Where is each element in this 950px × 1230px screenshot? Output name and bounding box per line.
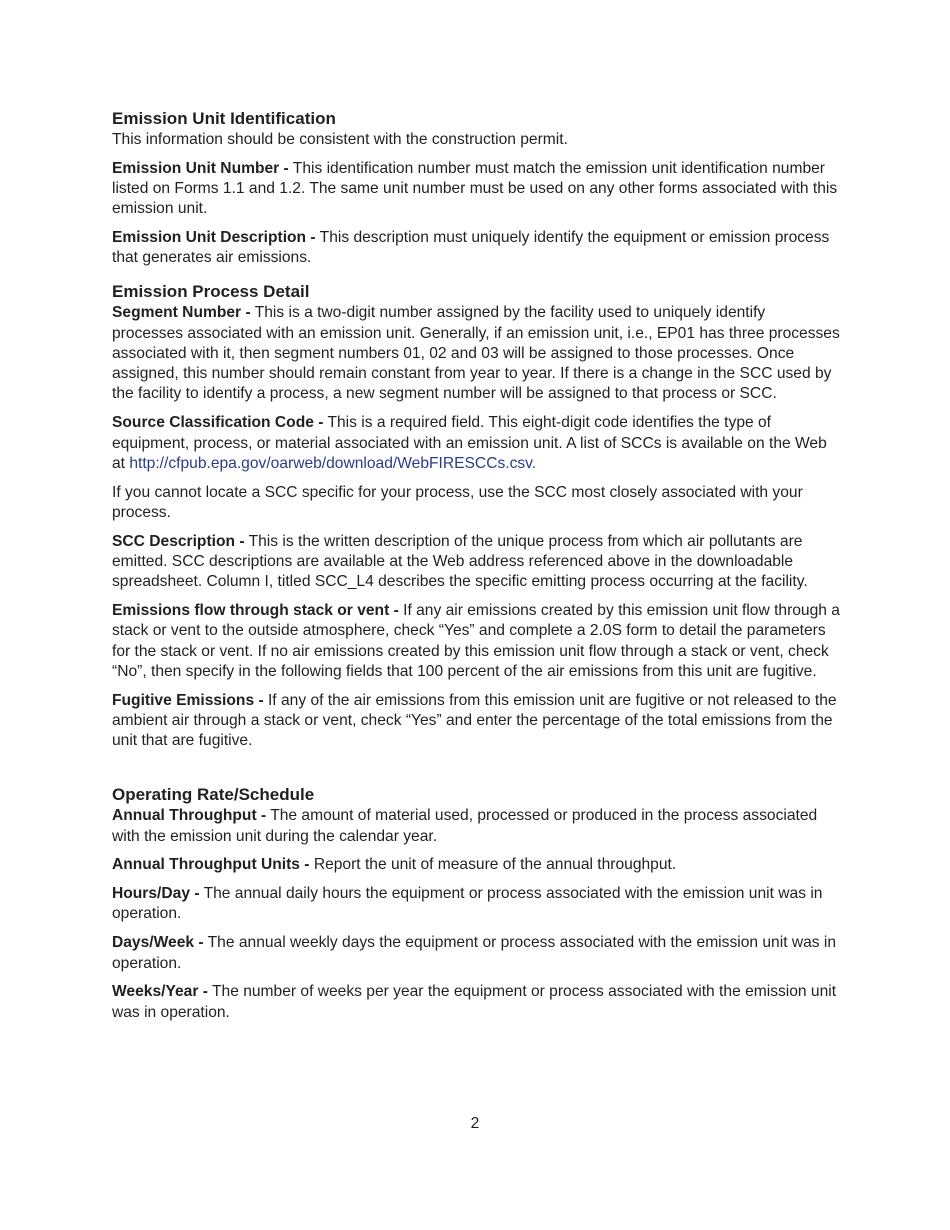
definition-annual-throughput bbox=[112, 806, 840, 847]
document-page bbox=[112, 108, 840, 1031]
definition-text: This is a two-digit number assigned by the facility used to uniquely identify processes associated with an emission unit. Generally, if an emission unit, i.e., EP01 has three processes associated with it, then segment numbers 01, 02 and 03 will be assigned to those processes. Once assigned, this number should remain constant from year to year. If there is a change in the SCC used by the facility to identify a process, a new segment number will be assigned to that process or SCC. bbox=[112, 304, 840, 403]
definition-fugitive-emissions bbox=[112, 691, 840, 752]
section-title-operating-rate-schedule: Operating Rate/Schedule bbox=[112, 785, 315, 805]
definition-text: The annual weekly days the equipment or process associated with the emission unit was in operation. bbox=[112, 934, 837, 972]
section-intro: This information should be consistent with the construction permit. bbox=[112, 131, 568, 148]
definition-text: If any air emissions created by this emission unit flow through a stack or vent to the outside atmosphere, check “Yes” and complete a 2.0S form to detail the parameters for the stack or vent. If no air emissions created by this emission unit flow through a stack or vent, check “No”, then specify in the following fields that 100 percent of the air emissions from this unit are fugitive. bbox=[112, 602, 840, 681]
term-label: Source Classification Code - bbox=[112, 414, 324, 432]
definition-source-classification-code bbox=[112, 413, 840, 474]
definition-weeks-year bbox=[112, 982, 840, 1023]
definition-emission-unit-number bbox=[112, 159, 840, 220]
term-label: Weeks/Year - bbox=[112, 983, 208, 1001]
definition-text: This identification number must match the emission unit identification number listed on Forms 1.1 and 1.2. The same unit number must be used on any other forms associated with this emission unit. bbox=[112, 159, 838, 218]
definition-text: If any of the air emissions from this emission unit are fugitive or not released to the ambient air through a stack or vent, check “Yes” and enter the percentage of the total emissions from the unit that are fugitive. bbox=[112, 691, 837, 750]
term-label: Hours/Day - bbox=[112, 885, 200, 903]
term-label: Days/Week - bbox=[112, 934, 204, 952]
definition-annual-throughput-units bbox=[112, 855, 840, 875]
definition-emissions-flow bbox=[112, 601, 840, 682]
term-label: Emission Unit Number - bbox=[112, 159, 289, 177]
definition-days-week bbox=[112, 933, 840, 974]
note-text: If you cannot locate a SCC specific for your process, use the SCC most closely associated with your process. bbox=[112, 483, 803, 521]
definition-segment-number bbox=[112, 303, 840, 404]
term-label: SCC Description - bbox=[112, 532, 245, 550]
definition-text: This description must uniquely identify the equipment or emission process that generates air emissions. bbox=[112, 229, 830, 267]
scc-list-link[interactable]: http://cfpub.epa.gov/oarweb/download/WebFIRESCCs.csv. bbox=[129, 454, 537, 472]
definition-text: This is a required field. This eight-digit code identifies the type of equipment, process, or material associated with an emission unit. A list of SCCs is available on the Web at bbox=[112, 414, 827, 472]
definition-text: Report the unit of measure of the annual throughput. bbox=[309, 856, 677, 874]
term-label: Emission Unit Description - bbox=[112, 229, 316, 247]
definition-text: The amount of material used, processed or produced in the process associated with the emission unit during the calendar year. bbox=[112, 807, 818, 845]
scc-note bbox=[112, 483, 840, 524]
definition-hours-day bbox=[112, 884, 840, 925]
definition-scc-description bbox=[112, 532, 840, 593]
term-label: Emissions flow through stack or vent - bbox=[112, 602, 399, 620]
term-label: Segment Number - bbox=[112, 304, 251, 322]
definition-text: The annual daily hours the equipment or process associated with the emission unit was in operation. bbox=[112, 885, 823, 923]
definition-emission-unit-description bbox=[112, 228, 840, 269]
section-title-emission-unit-identification: Emission Unit Identification bbox=[112, 109, 336, 128]
definition-text: The number of weeks per year the equipment or process associated with the emission unit was in operation. bbox=[112, 983, 837, 1021]
term-label: Fugitive Emissions - bbox=[112, 691, 264, 709]
section-title-emission-process-detail: Emission Process Detail bbox=[112, 282, 310, 302]
term-label: Annual Throughput Units - bbox=[112, 856, 310, 874]
page-number: 2 bbox=[470, 1115, 480, 1132]
definition-text: This is the written description of the unique process from which air pollutants are emitted. SCC descriptions are available at the Web address referenced above in the downloadable spreadsheet. Column I, titled SCC_L4 describes the specific emitting process occurring at the facility. bbox=[112, 532, 808, 591]
term-label: Annual Throughput - bbox=[112, 807, 267, 825]
